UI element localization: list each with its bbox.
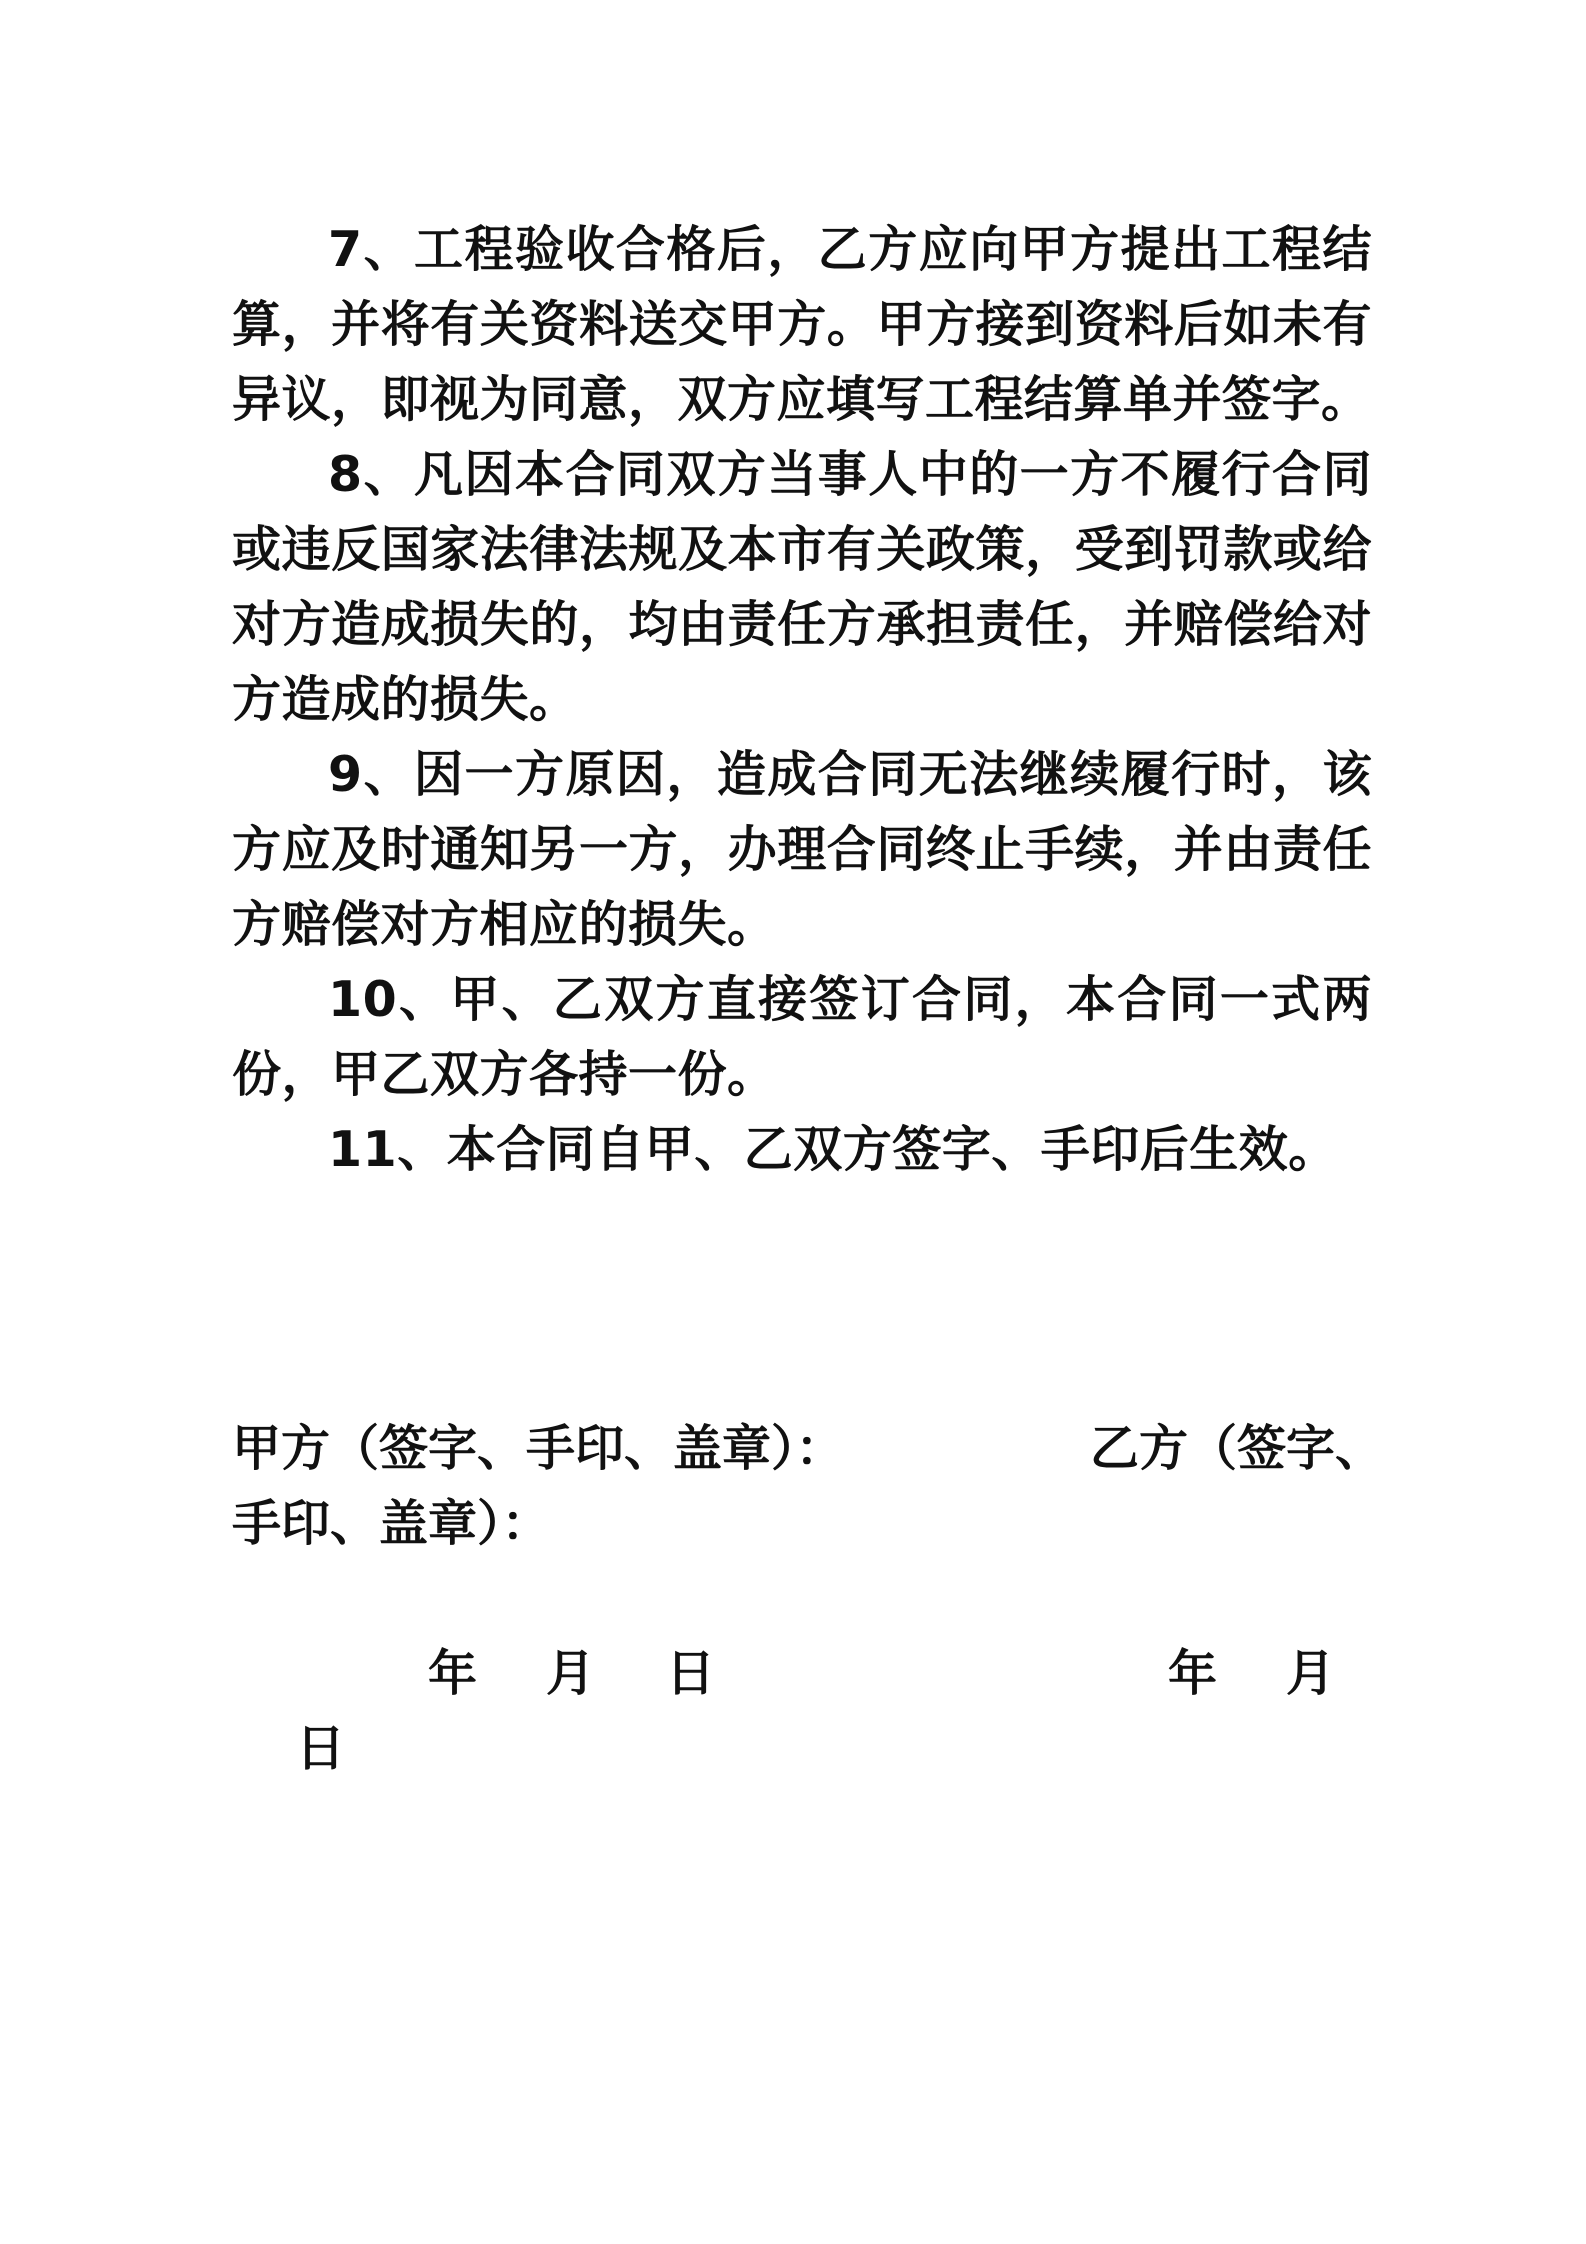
clause-11: 11、本合同自甲、乙双方签字、手印后生效。 bbox=[328, 1121, 1338, 1178]
clause-9: 9、因一方原因，造成合同无法继续履行时，该方应及时通知另一方，办理合同终止手续，并由责任方赔偿对方相应的损失。 bbox=[232, 746, 1372, 953]
clause-7: 7、工程验收合格后，乙方应向甲方提出工程结算，并将有关资料送交甲方。甲方接到资料后如未有异议，即视为同意，双方应填写工程结算单并签字。 bbox=[232, 221, 1372, 428]
party-b-date-month: 月 bbox=[1286, 1645, 1336, 1702]
party-b-date-year: 年 bbox=[1168, 1645, 1218, 1702]
clause-10: 10、甲、乙双方直接签订合同，本合同一式两份，甲乙双方各持一份。 bbox=[232, 971, 1372, 1103]
party-b-signature-label: 乙方（签字、 bbox=[1090, 1420, 1385, 1477]
contract-clauses bbox=[232, 212, 1372, 1187]
party-a-date-month: 月 bbox=[546, 1645, 596, 1702]
party-b-date-day: 日 bbox=[296, 1720, 346, 1777]
party-a-date-day: 日 bbox=[666, 1645, 716, 1702]
party-a-signature-label: 甲方（签字、手印、盖章）： bbox=[232, 1420, 845, 1477]
party-b-signature-label-continued: 手印、盖章）： bbox=[232, 1495, 551, 1552]
party-a-date-year: 年 bbox=[428, 1645, 478, 1702]
clause-8: 8、凡因本合同双方当事人中的一方不履行合同或违反国家法律法规及本市有关政策，受到罚款或给对方造成损失的，均由责任方承担责任，并赔偿给对方造成的损失。 bbox=[232, 446, 1372, 728]
